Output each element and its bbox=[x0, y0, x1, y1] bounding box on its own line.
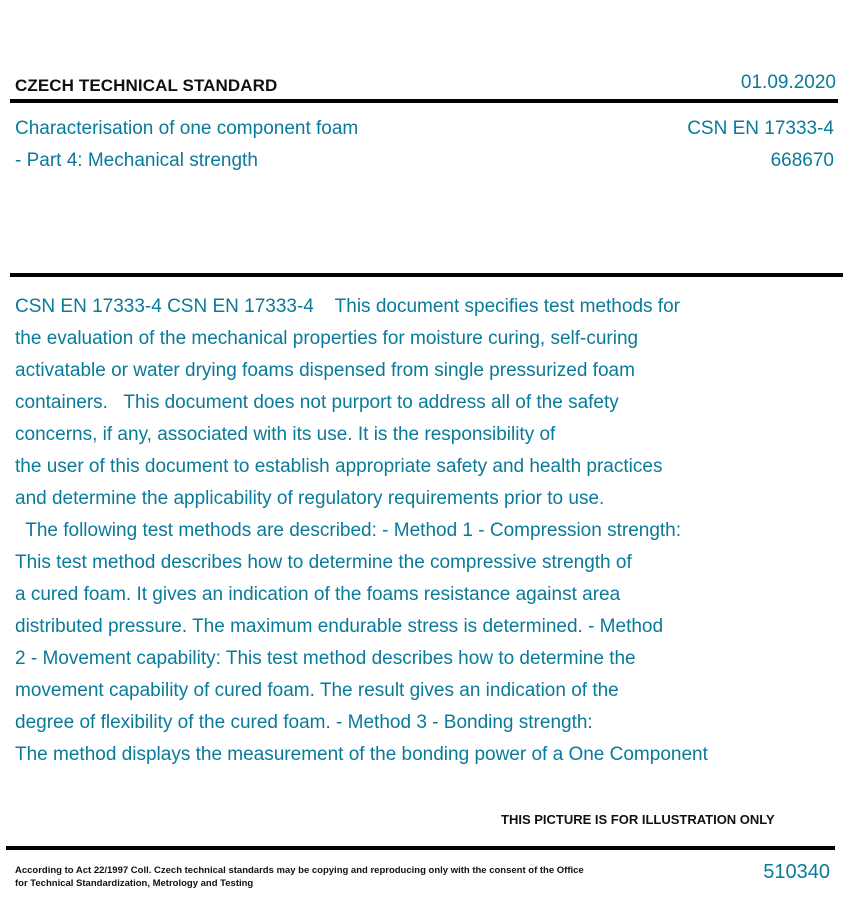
title-divider bbox=[10, 273, 843, 277]
abstract-line: 2 - Movement capability: This test method describes how to determine the bbox=[15, 648, 636, 669]
abstract-line: movement capability of cured foam. The result gives an indication of the bbox=[15, 680, 619, 701]
abstract-line: The method displays the measurement of the bonding power of a One Component bbox=[15, 744, 708, 765]
publication-date: 01.09.2020 bbox=[740, 72, 836, 93]
document-title-line-1: Characterisation of one component foam bbox=[15, 118, 359, 139]
abstract-line: activatable or water drying foams dispensed from single pressurized foam bbox=[15, 360, 635, 381]
abstract-line: CSN EN 17333-4 CSN EN 17333-4 This document specifies test methods for bbox=[15, 296, 680, 317]
abstract-line: a cured foam. It gives an indication of the foams resistance against area bbox=[15, 584, 621, 605]
abstract-line: The following test methods are described: - Method 1 - Compression strength: bbox=[15, 520, 682, 541]
abstract-line: the evaluation of the mechanical properties for moisture curing, self-curing bbox=[15, 328, 639, 349]
standard-type-label: CZECH TECHNICAL STANDARD bbox=[15, 76, 278, 95]
abstract-line: and determine the applicability of regulatory requirements prior to use. bbox=[15, 488, 605, 509]
document-abstract bbox=[15, 291, 855, 771]
document-title-line-2: - Part 4: Mechanical strength bbox=[15, 150, 258, 171]
standard-code: CSN EN 17333-4 bbox=[687, 118, 834, 139]
abstract-line: concerns, if any, associated with its use. It is the responsibility of bbox=[15, 424, 556, 445]
abstract-line: This test method describes how to determine the compressive strength of bbox=[15, 552, 632, 573]
catalog-number: 668670 bbox=[770, 150, 834, 171]
copyright-notice bbox=[15, 865, 584, 890]
abstract-line: distributed pressure. The maximum endurable stress is determined. - Method bbox=[15, 616, 664, 637]
copyright-notice-line-1: According to Act 22/1997 Coll. Czech technical standards may be copying and reproducing only with the consent of the Office bbox=[15, 865, 584, 876]
footer-number: 510340 bbox=[763, 861, 830, 883]
footer-divider bbox=[6, 846, 835, 850]
header-divider bbox=[10, 99, 838, 103]
abstract-line: degree of flexibility of the cured foam. - Method 3 - Bonding strength: bbox=[15, 712, 593, 733]
abstract-line: containers. This document does not purport to address all of the safety bbox=[15, 392, 619, 413]
illustration-disclaimer: THIS PICTURE IS FOR ILLUSTRATION ONLY bbox=[501, 812, 775, 827]
copyright-notice-line-2: for Technical Standardization, Metrology and Testing bbox=[15, 877, 254, 889]
abstract-line: the user of this document to establish appropriate safety and health practices bbox=[15, 456, 663, 477]
